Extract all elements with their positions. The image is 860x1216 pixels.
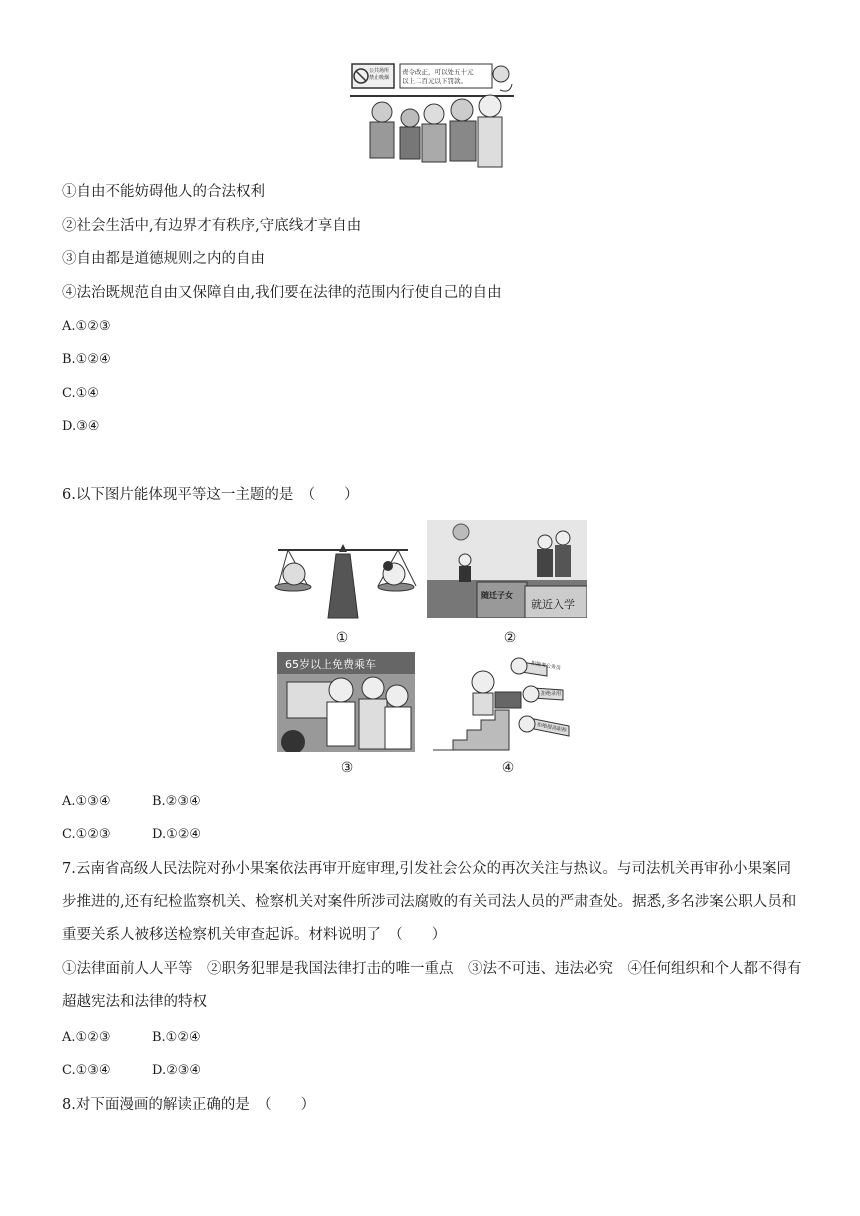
q5-option-c[interactable]: C.①④ (62, 386, 99, 401)
q5-statement-3: ③自由都是道德规则之内的自由 (62, 251, 265, 267)
q8-stem: 8.对下面漫画的解读正确的是 （ ） (62, 1097, 316, 1113)
q6-option-c[interactable]: C.①②③ (62, 827, 111, 842)
q6-caption-2: ② (503, 630, 517, 646)
cartoon-speech-text: 责令改正，可以处五十元 以上二百元以下罚款。 (402, 68, 474, 85)
q6-option-a[interactable]: A.①③④ (62, 794, 111, 809)
q7-option-b[interactable]: B.①②④ (152, 1030, 201, 1045)
q5-cartoon (350, 60, 514, 172)
q7-statements: ①法律面前人人平等 ②职务犯罪是我国法律打击的唯一重点 ③法不可违、违法必究 ④任何组织和个人都不得有超越宪法和法律的特权 (62, 961, 802, 1010)
q6-caption-1: ① (335, 630, 349, 646)
q7-option-row-1 (62, 1029, 201, 1047)
q7-stem: 7.云南省高级人民法院对孙小果案依法再审开庭审理,引发社会公众的再次关注与热议。与司法机关再审孙小果案同步推进的,还有纪检监察机关、检察机关对案件所涉司法腐败的有关司法人员的严肃查处。据悉,多名涉案公职人员和重要关系人被移送检察机关审查起诉。材料说明了 （ ） (62, 861, 797, 943)
q6-label-nearby-school: 就近入学 (531, 598, 575, 611)
q7-option-d[interactable]: D.②③④ (152, 1063, 202, 1078)
q7-option-row-2 (62, 1062, 202, 1080)
q5-option-d[interactable]: D.③④ (62, 419, 100, 434)
q6-label-free-ride: 65岁以上免费乘车 (285, 658, 376, 671)
q5-statement-1: ①自由不能妨碍他人的合法权利 (62, 184, 265, 200)
q5-statement-4: ④法治既规范自由又保障自由,我们要在法律的范围内行使自己的自由 (62, 285, 502, 301)
q6-picture-2 (427, 520, 587, 618)
q6-label-civil-service: 拒绝考公务员 (530, 660, 562, 672)
cartoon-sign-text: 公共场所 禁止吸烟 (369, 68, 390, 81)
q6-caption-4: ④ (501, 760, 515, 776)
q6-option-row-1 (62, 793, 201, 811)
q5-statement-2: ②社会生活中,有边界才有秩序,守底线才享自由 (62, 218, 362, 234)
q6-stem: 6.以下图片能体现平等这一主题的是 （ ） (62, 487, 359, 503)
q5-option-a[interactable]: A.①②③ (62, 319, 111, 334)
q6-picture-4 (433, 652, 585, 752)
q7-option-a[interactable]: A.①②③ (62, 1030, 111, 1045)
q6-label-employment: 拒绝录用 (541, 691, 562, 697)
q6-label-promotion: 拒绝提高职称 (536, 721, 568, 735)
q6-picture-1 (268, 540, 418, 620)
q5-option-b[interactable]: B.①②④ (62, 352, 111, 367)
q7-option-c[interactable]: C.①③④ (62, 1063, 111, 1078)
q6-option-b[interactable]: B.②③④ (152, 794, 201, 809)
q6-option-row-2 (62, 826, 202, 844)
q6-label-migrant-children: 随迁子女 (481, 591, 513, 600)
q6-option-d[interactable]: D.①②④ (152, 827, 202, 842)
q6-caption-3: ③ (340, 760, 354, 776)
q6-picture-3 (277, 652, 415, 752)
